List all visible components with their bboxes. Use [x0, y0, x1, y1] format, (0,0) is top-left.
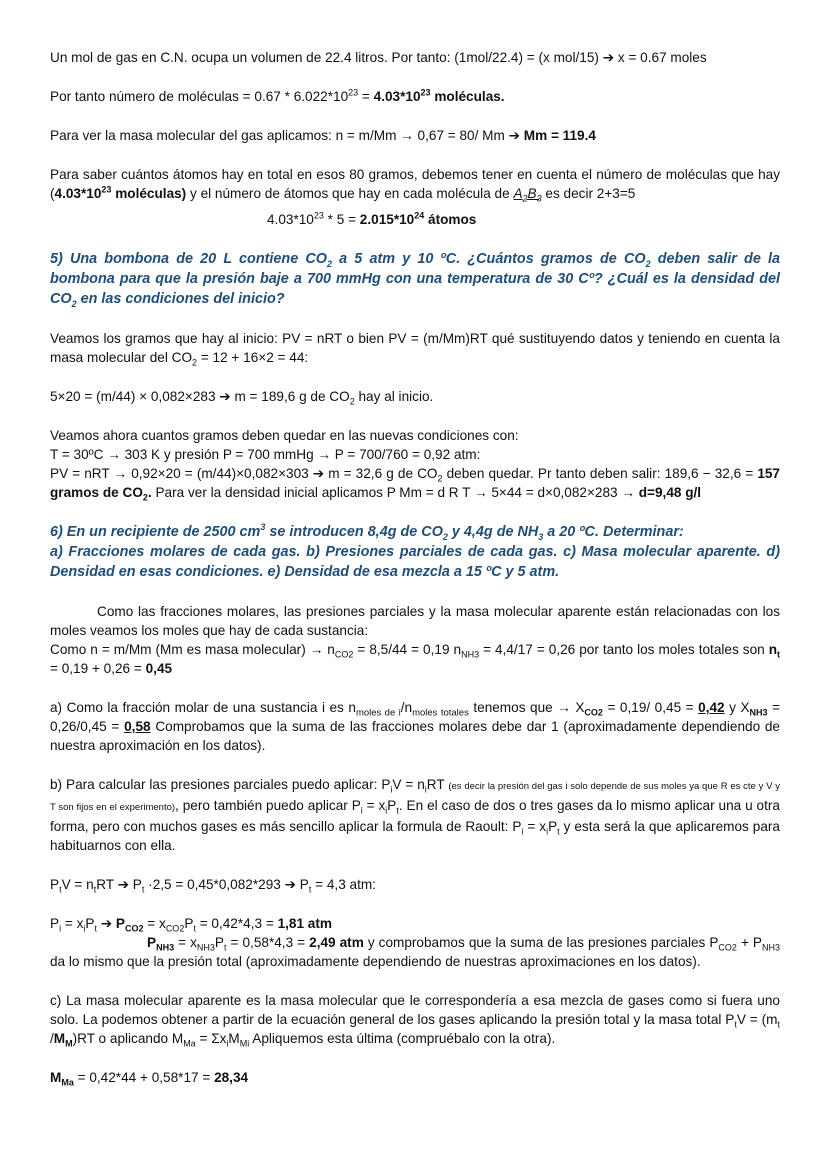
- question-6-heading: 6) En un recipiente de 2500 $cm^3$ se introducen 8,4g de $CO_2$ y 4,4g de $NH_3$ a 20 ºC. Determinar: a) Fracciones molares de cada gas. b) Presiones parciales de cada gas. c) Masa molecular aparente. d) Densidad en esas condiciones. e) Densidad de esa mezcla a 15 ºC y 5 atm.: [50, 522, 780, 580]
- equation: $P_{NH3} = x_{NH3}P_t = 0,58*4,3 = 2,49$ atm y comprobamos que la suma de las presiones parciales $P_{CO2} + P_{NH3}$ da lo mismo que la presión total (aproximadamente dependiendo de nuestras aproximaciones en los datos).: [50, 935, 781, 969]
- text-paragraph: Veamos los gramos que hay al inicio: PV = nRT o bien PV = (m/Mm)RT qué sustituyendo datos y teniendo en cuenta la masa molecular del $CO_2 = 12 + 16\times 2 = 44$:: [50, 331, 780, 368]
- text-paragraph: Veamos ahora cuantos gramos deben quedar en las nuevas condiciones con:: [50, 428, 519, 443]
- equation: $4.03*10^{23} * 5 = 2.015*10^{24}$ átomos: [267, 210, 477, 227]
- text-paragraph: Para saber cuántos átomos hay en total en esos 80 gramos, debemos tener en cuenta el número de moléculas que hay ($4.03*10^{23}$ moléculas) y el número de átomos que hay en cada molécula de $A_2B_3$ es decir 2+3=5: [50, 167, 780, 204]
- text-paragraph: PV = nRT → 0,92×20 = (m/44)×0,082×303 ➔ m = 32,6 g de $CO_2$ deben quedar. Pr tanto deben salir: 189,6 − 32,6 = 157 gramos de $CO_2$. Para ver la densidad inicial aplicamos P Mm = d R T → 5×44 = d×0,082×283 → d=9,48 g/l: [50, 466, 780, 503]
- text-paragraph: a) Como la fracción molar de una sustancia i es $n_{moles de i}/n_{moles totales}$ tenemos que → $X_{CO2} = 0,19/$ 0,45 = 0,42 y $X_{NH3} = 0,26/0,45 = 0,58$ Comprobamos que la suma de las fracciones molares debe dar 1 (aproximadamente dependiendo de nuestra aproximación en los datos).: [50, 700, 781, 753]
- text-paragraph: T = 30ºC → 303 K y presión P = 700 mmHg → P = 700/760 = 0,92 atm:: [50, 447, 481, 462]
- document-page: [50, 48, 780, 1087]
- text-paragraph: c) La masa molecular aparente es la masa molecular que le correspondería a esa mezcla de gases como si fuera uno solo. La podemos obtener a partir de la ecuación general de los gases aplicando la presión total y la masa total $P_tV = (m_t$ $/M_M)RT$ o aplicando $M_{Ma} = \Sigma x_iM_{Mi}$ Apliquemos esta última (compruébalo con la otra).: [50, 993, 780, 1049]
- text-paragraph: Un mol de gas en C.N. ocupa un volumen de 22.4 litros. Por tanto: (1mol/22.4) = (x mol/15) ➔ x = 0.67 moles: [50, 50, 707, 65]
- text-paragraph: Como las fracciones molares, las presiones parciales y la masa molecular aparente están relacionadas con los moles veamos los moles que hay de cada sustancia:: [50, 604, 780, 638]
- equation: $P_i = x_iP_t$ ➔ $P_{CO2} = x_{CO2}P_t = 0,42*4,3 = 1,81$ atm: [50, 916, 332, 934]
- question-5-heading: 5) Una bombona de 20 L contiene $CO_2$ a 5 atm y 10 ºC. ¿Cuántos gramos de $CO_2$ deben salir de la bombona para que la presión baje a 700 mmHg con una temperatura de 30 Cº? ¿Cuál es la densidad del $CO_2$ en las condiciones del inicio?: [50, 251, 780, 309]
- equation: 5×20 = (m/44) × 0,082×283 ➔ m = 189,6 g de $CO_2$ hay al inicio.: [50, 389, 434, 407]
- text-paragraph: Como n = m/Mm (Mm es masa molecular) → $n_{CO2} = 8,5/44 = 0,19$ $n_{NH3} = 4,4/17 = 0,26$ por tanto los moles totales son $n_t = 0,19 + 0,26 = 0,45$: [50, 642, 780, 676]
- equation: $P_tV = n_tRT$ ➔ $P_t \cdot 2,5 = 0,45*0,082*293$ ➔ $P_t = 4,3$ atm:: [50, 877, 376, 895]
- text-paragraph: b) Para calcular las presiones parciales puedo aplicar: $P_iV = n_iRT$ (es decir la presión del gas i solo depende de sus moles ya que R es cte y V y T son fijos en el experimento), pero también puedo aplicar $P_i = x_iP_t$. En el caso de dos o tres gases da lo mismo aplicar una u otra forma, pero con muchos gases es más sencillo aplicar la formula de Raoult: $P_i = x_iP_t$ y esta será la que aplicaremos para habituarnos con ella.: [50, 777, 780, 853]
- text-paragraph: Para ver la masa molecular del gas aplicamos: n = m/Mm → 0,67 = 80/ Mm ➔ Mm = 119.4: [50, 128, 596, 143]
- text-paragraph: Por tanto número de moléculas = $0.67 * 6.022*10^{23} = 4.03*10^{23}$ moléculas.: [50, 87, 505, 104]
- equation: $M_{Ma} = 0,42*44 + 0,58*17 = 28,34$: [50, 1070, 249, 1088]
